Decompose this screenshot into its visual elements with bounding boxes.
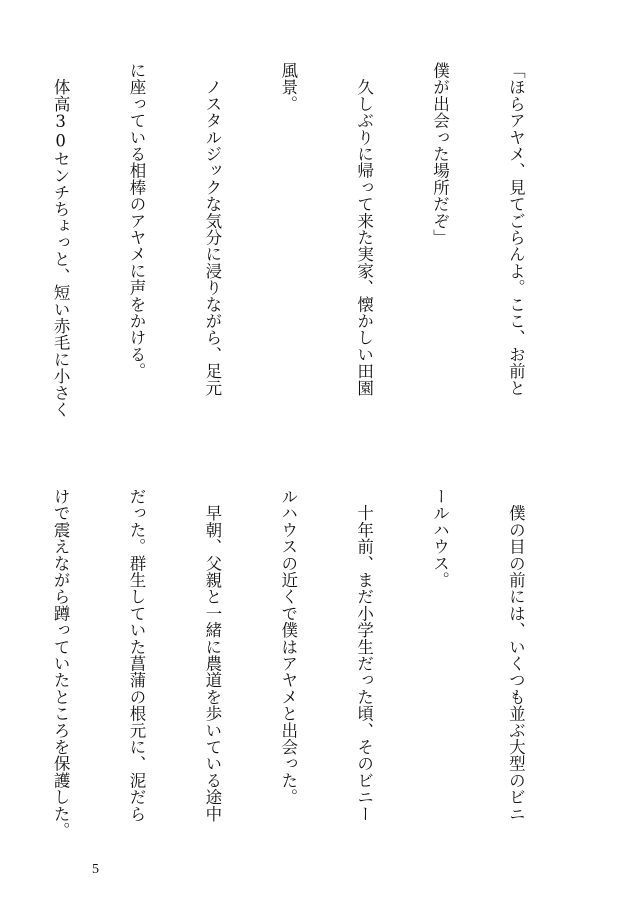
lower-line: だった。群生していた菖蒲の根元に、泥だら — [126, 488, 146, 822]
upper-line: に座っている相棒のアヤメに声をかける。 — [126, 62, 146, 380]
lower-line: ルハウスの近くで僕はアヤメと出会った。 — [278, 488, 298, 806]
lower-line: 早朝、父親と一緒に農道を歩いている途中 — [202, 488, 222, 822]
upper-line: 体高30センチちょっと、短い赤毛に小さく — [51, 62, 71, 418]
page-number: 5 — [92, 862, 99, 877]
lower-text-block — [0, 488, 579, 868]
upper-text-block — [0, 62, 579, 442]
upper-line: 「ほらアヤメ、見てごらんよ。ここ、お前と — [506, 62, 526, 396]
lower-line: 十年前、まだ小学生だった頃、そのビニー — [354, 488, 374, 822]
upper-line: 僕が出会った場所だぞ」 — [430, 62, 450, 246]
upper-line: ノスタルジックな気分に浸りながら、足元 — [202, 62, 222, 396]
upper-line: 久しぶりに帰って来た実家、懐かしい田園 — [354, 62, 374, 396]
lower-line: ールハウス。 — [430, 488, 450, 589]
upper-line: 風景。 — [278, 62, 298, 113]
lower-line: 僕の目の前には、いくつも並ぶ大型のビニ — [506, 488, 526, 822]
lower-line: けで震えながら蹲っていたところを保護した。 — [51, 488, 71, 839]
